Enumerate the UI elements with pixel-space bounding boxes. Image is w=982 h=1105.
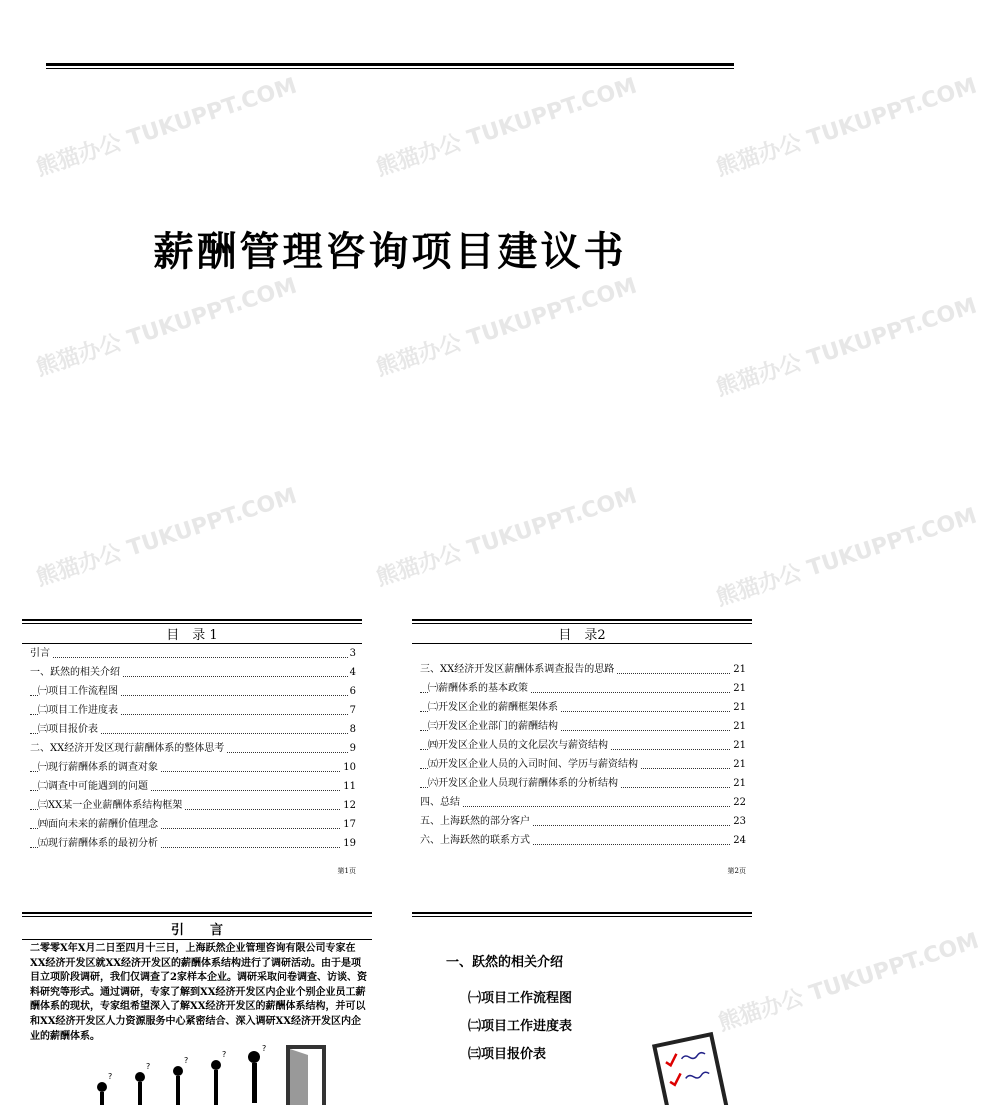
toc-entry-title: ㈤现行薪酬体系的最初分析 bbox=[38, 838, 158, 849]
toc-entry-title: 五、上海跃然的部分客户 bbox=[420, 816, 530, 827]
toc-entry[interactable] bbox=[420, 698, 746, 717]
toc-entry[interactable] bbox=[30, 701, 356, 720]
toc-entry-page: 21 bbox=[731, 717, 746, 736]
page-number: 第2页 bbox=[727, 867, 746, 875]
toc-entry-page: 8 bbox=[348, 720, 356, 739]
toc-entry[interactable] bbox=[30, 720, 356, 739]
toc-entry-page: 3 bbox=[348, 644, 356, 663]
watermark: 熊猫办公 TUKUPPT.COM bbox=[33, 483, 300, 592]
watermark: 熊猫办公 TUKUPPT.COM bbox=[33, 273, 300, 382]
watermark: 熊猫办公 TUKUPPT.COM bbox=[373, 483, 640, 592]
toc-entry-title: ㈥开发区企业人员现行薪酬体系的分析结构 bbox=[428, 778, 618, 789]
toc-entry-page: 4 bbox=[348, 663, 356, 682]
svg-text:?: ? bbox=[262, 1044, 267, 1053]
watermark: 熊猫办公 TUKUPPT.COM bbox=[373, 73, 640, 182]
heading-rule bbox=[22, 939, 372, 940]
page-number: 第1页 bbox=[337, 867, 356, 875]
document-title: 薪酬管理咨询项目建议书 bbox=[153, 229, 627, 275]
dot-leader bbox=[420, 806, 746, 807]
toc-entry[interactable] bbox=[420, 793, 746, 812]
intro-heading: 引 言 bbox=[170, 923, 223, 938]
section-item: ㈢项目报价表 bbox=[468, 1047, 547, 1062]
section-title: 一、跃然的相关介绍 bbox=[446, 955, 564, 970]
toc-entry[interactable] bbox=[30, 644, 356, 663]
toc-entry-title: ㈣开发区企业人员的文化层次与薪资结构 bbox=[428, 740, 608, 751]
toc-entry-page: 7 bbox=[348, 701, 356, 720]
svg-text:?: ? bbox=[222, 1050, 227, 1059]
toc-entry-page: 10 bbox=[341, 758, 356, 777]
toc-entry[interactable] bbox=[420, 774, 746, 793]
toc-entry[interactable] bbox=[30, 663, 356, 682]
toc-entry-page: 19 bbox=[341, 834, 356, 853]
toc-entry-page: 21 bbox=[731, 736, 746, 755]
toc-slide-2 bbox=[412, 612, 752, 880]
toc-entry[interactable] bbox=[420, 755, 746, 774]
toc-entry-title: ㈢开发区企业部门的薪酬结构 bbox=[428, 721, 558, 732]
toc-entry-title: ㈣面向未来的薪酬价值理念 bbox=[38, 819, 158, 830]
toc-entry-title: 四、总结 bbox=[420, 797, 460, 808]
slide-rule-thin bbox=[412, 916, 752, 917]
toc-entry-page: 6 bbox=[348, 682, 356, 701]
toc-entry[interactable] bbox=[420, 660, 746, 679]
svg-text:?: ? bbox=[108, 1072, 113, 1081]
top-rule-thin bbox=[46, 68, 734, 69]
slide-rule bbox=[22, 912, 372, 914]
toc-entry[interactable] bbox=[420, 812, 746, 831]
toc-heading: 目 录 1 bbox=[166, 628, 218, 643]
watermark: 熊猫办公 TUKUPPT.COM bbox=[713, 293, 980, 402]
section-item: ㈠项目工作流程图 bbox=[468, 991, 573, 1006]
intro-slide bbox=[22, 905, 372, 1102]
toc-entry-page: 21 bbox=[731, 679, 746, 698]
intro-body: 二零零X年X月二日至四月十三日，上海跃然企业管理咨询有限公司专家在XX经济开发区就XX经济开发区的薪酬体系结构进行了调研活动。由于是项目立项阶段调研，我们仅调查了2家样本企业。调研采取问卷调查、访谈、资料研究等形式。通过调研，专家了解到XX经济开发区内企业个别企业员工薪酬体系的现状，专家组希望深入了解XX经济开发区的薪酬体系结构，并可以和XX经济开发区人力资源服务中心紧密结合、深入调研XX经济开发区内企业的薪酬体系。 bbox=[30, 943, 367, 1042]
toc-entry-page: 21 bbox=[731, 755, 746, 774]
toc-list bbox=[30, 644, 356, 853]
toc-entry-page: 17 bbox=[341, 815, 356, 834]
toc-entry-page: 12 bbox=[341, 796, 356, 815]
toc-entry[interactable] bbox=[420, 717, 746, 736]
toc-entry-page: 24 bbox=[731, 831, 746, 850]
section-slide bbox=[412, 905, 982, 1102]
toc-entry[interactable] bbox=[30, 739, 356, 758]
toc-entry-page: 21 bbox=[731, 698, 746, 717]
thinking-figures-illustration bbox=[82, 1045, 302, 1105]
toc-entry-page: 11 bbox=[341, 777, 356, 796]
watermark: 熊猫办公 TUKUPPT.COM bbox=[33, 73, 300, 182]
toc-entry-title: ㈡开发区企业的薪酬框架体系 bbox=[428, 702, 558, 713]
toc-entry[interactable] bbox=[420, 831, 746, 850]
section-item: ㈡项目工作进度表 bbox=[468, 1019, 573, 1034]
toc-entry-title: ㈠项目工作流程图 bbox=[38, 686, 118, 697]
heading-rule bbox=[412, 643, 752, 644]
toc-entry[interactable] bbox=[30, 815, 356, 834]
toc-entry-page: 23 bbox=[731, 812, 746, 831]
toc-entry[interactable] bbox=[30, 796, 356, 815]
toc-entry-title: ㈢XX某一企业薪酬体系结构框架 bbox=[38, 800, 183, 811]
toc-entry-page: 9 bbox=[348, 739, 356, 758]
toc-entry-page: 22 bbox=[731, 793, 746, 812]
dot-leader bbox=[30, 657, 356, 658]
toc-entry-title: 二、XX经济开发区现行薪酬体系的整体思考 bbox=[30, 743, 225, 754]
toc-entry[interactable] bbox=[30, 834, 356, 853]
toc-entry-title: ㈠薪酬体系的基本政策 bbox=[428, 683, 528, 694]
toc-entry-title: ㈠现行薪酬体系的调查对象 bbox=[38, 762, 158, 773]
toc-entry-title: ㈡调查中可能遇到的问题 bbox=[38, 781, 148, 792]
watermark: 熊猫办公 TUKUPPT.COM bbox=[373, 273, 640, 382]
slide-rule bbox=[412, 619, 752, 621]
toc-entry[interactable] bbox=[30, 682, 356, 701]
watermark: 熊猫办公 TUKUPPT.COM bbox=[713, 503, 980, 612]
toc-entry-page: 21 bbox=[731, 774, 746, 793]
toc-entry-title: ㈢项目报价表 bbox=[38, 724, 98, 735]
toc-entry[interactable] bbox=[30, 777, 356, 796]
svg-text:?: ? bbox=[146, 1062, 151, 1071]
toc-list bbox=[420, 660, 746, 850]
toc-entry-title: ㈡项目工作进度表 bbox=[38, 705, 118, 716]
toc-entry-title: 引言 bbox=[30, 648, 50, 659]
toc-entry[interactable] bbox=[420, 679, 746, 698]
slide-rule-thin bbox=[22, 916, 372, 917]
svg-text:?: ? bbox=[184, 1056, 189, 1065]
toc-entry-title: 一、跃然的相关介绍 bbox=[30, 667, 120, 678]
watermark: 熊猫办公 TUKUPPT.COM bbox=[715, 928, 982, 1037]
open-door-illustration bbox=[284, 1035, 344, 1105]
toc-entry[interactable] bbox=[30, 758, 356, 777]
toc-entry-title: 三、XX经济开发区薪酬体系调查报告的思路 bbox=[420, 664, 615, 675]
toc-entry[interactable] bbox=[420, 736, 746, 755]
top-rule bbox=[46, 63, 734, 66]
toc-slide-1 bbox=[22, 612, 362, 880]
slide-rule bbox=[412, 912, 752, 914]
toc-heading: 目 录2 bbox=[558, 628, 606, 643]
toc-entry-title: 六、上海跃然的联系方式 bbox=[420, 835, 530, 846]
slide-rule bbox=[22, 619, 362, 621]
checklist-clipboard-illustration bbox=[640, 1030, 735, 1102]
toc-entry-page: 21 bbox=[731, 660, 746, 679]
toc-entry-title: ㈤开发区企业人员的入司时间、学历与薪资结构 bbox=[428, 759, 638, 770]
watermark: 熊猫办公 TUKUPPT.COM bbox=[713, 73, 980, 182]
